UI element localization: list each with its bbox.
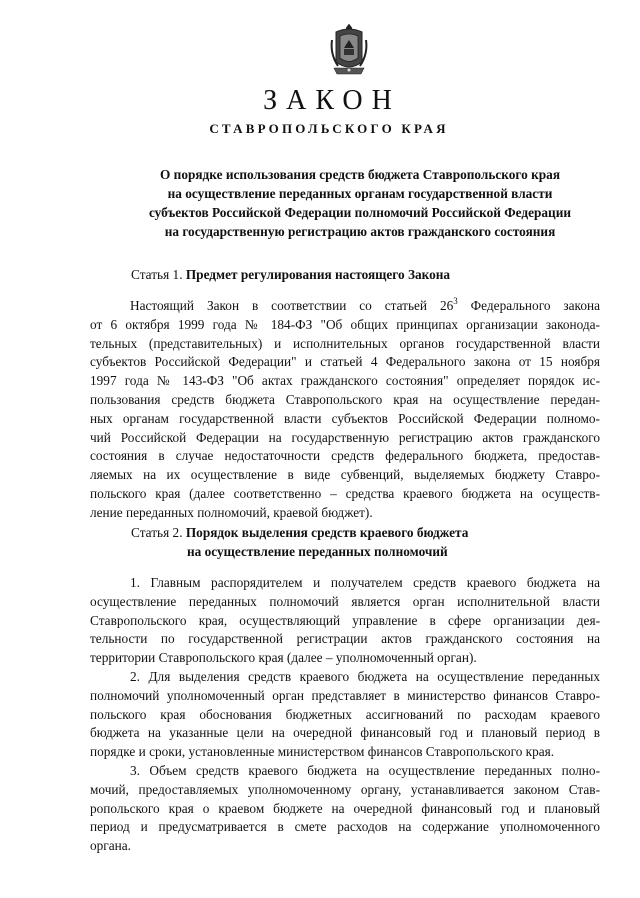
article-1-paragraph [90, 297, 600, 523]
region-subtitle: СТАВРОПОЛЬСКОГО КРАЯ [209, 121, 449, 136]
paragraph-line: состояния в случае недостаточности средств федерального бюджета, предостав- [90, 448, 600, 464]
article-2-paragraph-3 [90, 762, 600, 856]
coat-of-arms-icon [328, 22, 370, 78]
law-heading-line: на государственную регистрацию актов гражданского состояния [164, 224, 556, 239]
paragraph-line: от 6 октября 1999 года № 184-ФЗ "Об общих принципах организации законода- [90, 316, 600, 332]
paragraph-line: Настоящий Закон в соответствии со статьей $26^3$ Федерального закона [130, 296, 600, 313]
article-2-heading-line2: на осуществление переданных полномочий [187, 544, 448, 559]
paragraph-line: осуществление переданных полномочий является орган исполнительной власти [90, 593, 600, 609]
paragraph-line: порядке и сроки, установленные министерством финансов Ставропольского края. [90, 744, 555, 760]
article-1-title [131, 265, 450, 284]
paragraph-line: польского края (далее соответственно – средства краевого бюджета на осуществ- [90, 485, 600, 501]
law-heading-line: субъектов Российской Федерации полномочий Российской Федерации [148, 205, 572, 220]
article-1-heading: Предмет регулирования настоящего Закона [185, 267, 451, 282]
paragraph-line: 1. Главным распорядителем и получателем средств краевого бюджета на [130, 575, 600, 590]
law-heading-line: О порядке использования средств бюджета Ставропольского края [159, 167, 561, 182]
paragraph-line: полномочий уполномоченный орган представляет в министерство финансов Ставро- [90, 687, 600, 703]
article-2-paragraph-2 [90, 668, 600, 762]
paragraph-line: период и предусматривается в смете расходов на содержание уполномоченного [90, 819, 600, 835]
paragraph-line: ропольского края о краевом бюджете на очередной финансовый год и плановый [90, 800, 600, 816]
paragraph-line: 1997 года № 143-ФЗ "Об актах гражданского состояния" определяет порядок ис- [90, 373, 600, 389]
paragraph-line: 3. Объем средств краевого бюджета на осуществление переданных полно- [130, 763, 600, 778]
paragraph-line: территории Ставропольского края (далее – уполномоченный орган). [90, 650, 477, 666]
law-title: ЗАКОН [263, 85, 401, 116]
article-2-heading: Порядок выделения средств краевого бюджета [185, 525, 469, 540]
paragraph-line: 2. Для выделения средств краевого бюджета на осуществление переданных [130, 669, 600, 684]
paragraph-line: ных органам государственной власти субъектов Российской Федерации полномо- [90, 410, 600, 426]
paragraph-line: пользования средств бюджета Ставропольского края на осуществление передан- [90, 391, 600, 407]
article-2-label: Статья 2. [131, 525, 183, 540]
article-2-paragraph-1 [90, 574, 600, 668]
article-2-title [131, 523, 468, 542]
paragraph-line: ляемых на их осуществление в виде субвенций, выделяемых бюджету Ставро- [90, 467, 600, 483]
paragraph-line: Ставропольского края, осуществляющий управление в сфере организации дея- [90, 612, 600, 628]
paragraph-line: бюджета на указанные цели на очередной финансовый год и плановый период в [90, 725, 600, 741]
paragraph-line: органа. [90, 838, 131, 854]
law-heading-line: на осуществление переданных органам государственной власти [167, 186, 553, 201]
paragraph-line: тельности по государственной регистрации актов гражданского состояния на [90, 631, 600, 647]
article-1-label: Статья 1. [131, 267, 183, 282]
paragraph-line: тельных (представительных) и исполнительных органов государственной власти [90, 335, 600, 351]
law-heading [110, 165, 610, 241]
paragraph-line: чий Российской Федерации на государственную регистрацию актов гражданского [90, 429, 600, 445]
paragraph-line: ление переданных полномочий, краевой бюджет). [90, 504, 373, 520]
paragraph-line: мочий, предоставляемых уполномоченному органу, устанавливается законом Став- [90, 781, 600, 797]
paragraph-line: польского края обоснования бюджетных ассигнований по расходам краевого [90, 706, 600, 722]
paragraph-line: субъектов Российской Федерации" и статьей 4 Федерального закона от 15 ноября [90, 354, 600, 370]
